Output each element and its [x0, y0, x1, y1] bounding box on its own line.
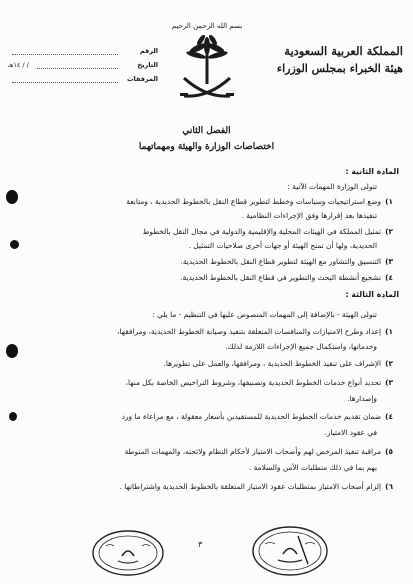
official-stamp-right-icon [250, 524, 330, 578]
article-2-item-3: ٣)التنسيق والتشاور مع الهيئة لتطوير قطاع النقل بالخطوط الحديدية. [180, 257, 393, 266]
basmala: بسم الله الرحمن الرحيم [171, 22, 243, 30]
article-3-item-1: ١)إعداد وطرح الامتيازات والمنافسات المتعلقة بتنفيذ وصيانة الخطوط الحديدية، ومرافقها، [117, 327, 393, 336]
article-3-item-3-cont: وإصدارها. [347, 394, 377, 403]
article-2-item-1-cont: تنفيذها بعد إقرارها وفق الإجراءات النظامية . [241, 211, 377, 220]
article-3-item-4-cont: في عقود الامتياز. [324, 428, 377, 437]
article-2-item-1: ١)وضع استراتيجيات وسياسات وخطط لتطوير قطاع النقل بالخطوط الحديدية ، ومتابعة [126, 197, 393, 206]
punch-hole-mark [6, 190, 18, 204]
punch-hole-mark [10, 240, 19, 249]
date-year: / / ١٤هـ [8, 61, 29, 69]
official-stamp-left-icon [90, 528, 166, 578]
date-label: التاريخ [137, 61, 158, 69]
document-body [18, 0, 399, 584]
article-2-item-4: ٤)تشجيع أنشطة البحث والتطوير في قطاع النقل بالخطوط الحديدية. [180, 273, 393, 282]
article-3-heading: المادة الثالثة : [345, 290, 399, 299]
article-3-item-5-cont: بهم بما في ذلك متطلبات الأمن والسلامة . [248, 463, 377, 472]
article-3-item-3: ٣)تحديد أنواع خدمات الخطوط الحديدية وتصنيفها، وشروط التراخيص الخاصة بكل منها، [125, 378, 393, 387]
org-subname: هيئة الخبراء بمجلس الوزراء [276, 62, 403, 75]
article-3-item-6: ٦)إلزام أصحاب الامتياز بمتطلبات عقود الامتياز المتعلقة بالخطوط الحديدية واشتراطاتها . [119, 482, 393, 491]
article-2-heading: المادة الثانية : [345, 167, 399, 176]
ref-number-label: الرقم [139, 47, 158, 55]
article-3-item-4: ٤)ضمان تقديم خدمات الخطوط الحديدية للمستفيدين بأسعار معقولة ، مع مراعاة ما ورد [121, 412, 393, 421]
punch-hole-mark [9, 412, 17, 421]
org-name: المملكة العربية السعودية [284, 44, 403, 58]
article-2-item-2: ٢)تمثيل المملكة في الهيئات المحلية والإقليمية والدولية في مجال النقل بالخطوط [142, 227, 393, 236]
attachments-label: المرفقات [127, 75, 158, 83]
chapter-subtitle: اختصاصات الوزارة والهيئة ومهماتهما [138, 142, 275, 152]
article-3-intro: تتولى الهيئة - بالإضافة إلى المهمات المنصوص عليها في التنظيم - ما يلي : [152, 310, 377, 319]
page-number: ٣ [198, 540, 203, 549]
article-3-item-2: ٢)الإشراف على تنفيذ الخطوط الحديدية ، ومرافقها، والعمل على تطويرها. [163, 359, 393, 368]
article-2-intro: تتولى الوزارة المهمات الآتية : [287, 182, 377, 191]
article-3-item-1-cont: وخدماتها، واستكمال جميع الإجراءات اللازمة لذلك. [225, 342, 377, 351]
chapter-title: الفصل الثاني [182, 126, 231, 136]
article-3-item-5: ٥)مراقبة تنفيذ المرخص لهم وأصحاب الامتياز لأحكام النظام ولائحته، والمهمات المنوطة [124, 447, 393, 456]
article-2-item-2-cont: الحديدية، ولها أن تمنح الهيئة أو جهات أخرى صلاحيات التمثيل . [188, 241, 377, 250]
punch-hole-mark [6, 344, 18, 358]
